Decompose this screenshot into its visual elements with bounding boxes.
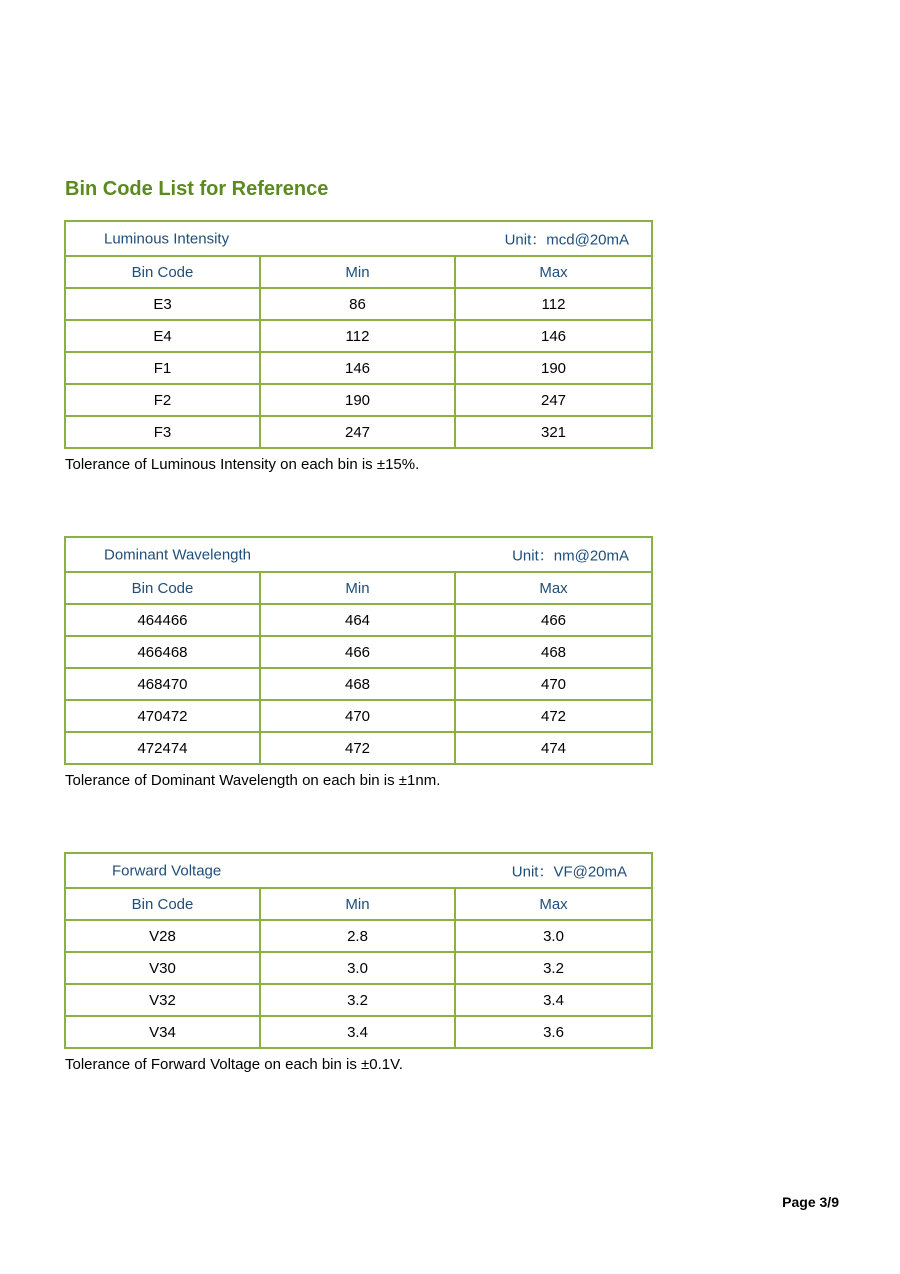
table-heading: Dominant Wavelength <box>104 546 252 563</box>
column-header-max: Max <box>455 572 652 604</box>
table-header-row <box>65 221 652 256</box>
bin-code-cell: 472474 <box>65 732 260 764</box>
forward-voltage-tolerance-note: Tolerance of Forward Voltage on each bin is ±0.1V. <box>65 1056 403 1073</box>
max-cell: 112 <box>455 288 652 320</box>
table-heading-cell <box>65 221 652 256</box>
table-unit: Unit：nm@20mA <box>512 547 630 564</box>
min-cell: 466 <box>260 636 455 668</box>
luminous-intensity-tolerance-note: Tolerance of Luminous Intensity on each bin is ±15%. <box>65 456 420 473</box>
column-header-bin-code: Bin Code <box>65 256 260 288</box>
table-row <box>65 920 652 952</box>
bin-code-cell: F3 <box>65 416 260 448</box>
min-cell: 112 <box>260 320 455 352</box>
max-cell: 3.2 <box>455 952 652 984</box>
table-row <box>65 952 652 984</box>
min-cell: 468 <box>260 668 455 700</box>
table-heading-cell <box>65 537 652 572</box>
page-title: Bin Code List for Reference <box>65 178 329 200</box>
min-cell: 146 <box>260 352 455 384</box>
table-header-row <box>65 853 652 888</box>
column-header-min: Min <box>260 572 455 604</box>
bin-code-cell: F2 <box>65 384 260 416</box>
min-cell: 472 <box>260 732 455 764</box>
bin-code-cell: 470472 <box>65 700 260 732</box>
bin-code-cell: F1 <box>65 352 260 384</box>
page-number: Page 3/9 <box>782 1194 839 1210</box>
bin-code-cell: E4 <box>65 320 260 352</box>
table-heading: Luminous Intensity <box>104 230 230 247</box>
max-cell: 474 <box>455 732 652 764</box>
column-header-bin-code: Bin Code <box>65 888 260 920</box>
table-heading-cell <box>65 853 652 888</box>
table-row <box>65 352 652 384</box>
min-cell: 470 <box>260 700 455 732</box>
luminous-intensity-table <box>64 220 653 449</box>
table-header-row <box>65 537 652 572</box>
bin-code-cell: V32 <box>65 984 260 1016</box>
table-row <box>65 384 652 416</box>
min-cell: 3.0 <box>260 952 455 984</box>
forward-voltage-table <box>64 852 653 1049</box>
max-cell: 472 <box>455 700 652 732</box>
max-cell: 3.6 <box>455 1016 652 1048</box>
bin-code-cell: 466468 <box>65 636 260 668</box>
min-cell: 3.2 <box>260 984 455 1016</box>
min-cell: 464 <box>260 604 455 636</box>
min-cell: 86 <box>260 288 455 320</box>
max-cell: 247 <box>455 384 652 416</box>
table-row <box>65 984 652 1016</box>
min-cell: 247 <box>260 416 455 448</box>
bin-code-cell: V30 <box>65 952 260 984</box>
dominant-wavelength-table <box>64 536 653 765</box>
table-row <box>65 288 652 320</box>
column-header-max: Max <box>455 888 652 920</box>
bin-code-cell: 468470 <box>65 668 260 700</box>
min-cell: 190 <box>260 384 455 416</box>
bin-code-cell: V34 <box>65 1016 260 1048</box>
column-header-row <box>65 256 652 288</box>
column-header-min: Min <box>260 256 455 288</box>
max-cell: 146 <box>455 320 652 352</box>
column-header-row <box>65 572 652 604</box>
table-heading: Forward Voltage <box>112 862 222 879</box>
table-row <box>65 416 652 448</box>
bin-code-cell: E3 <box>65 288 260 320</box>
table-row <box>65 636 652 668</box>
table-row <box>65 1016 652 1048</box>
table-row <box>65 668 652 700</box>
max-cell: 468 <box>455 636 652 668</box>
column-header-row <box>65 888 652 920</box>
max-cell: 321 <box>455 416 652 448</box>
table-row <box>65 732 652 764</box>
table-unit: Unit：VF@20mA <box>511 863 628 880</box>
max-cell: 470 <box>455 668 652 700</box>
max-cell: 466 <box>455 604 652 636</box>
max-cell: 3.0 <box>455 920 652 952</box>
table-row <box>65 320 652 352</box>
column-header-bin-code: Bin Code <box>65 572 260 604</box>
dominant-wavelength-tolerance-note: Tolerance of Dominant Wavelength on each bin is ±1nm. <box>65 772 441 789</box>
column-header-max: Max <box>455 256 652 288</box>
table-row <box>65 604 652 636</box>
bin-code-cell: 464466 <box>65 604 260 636</box>
min-cell: 2.8 <box>260 920 455 952</box>
max-cell: 3.4 <box>455 984 652 1016</box>
table-unit: Unit：mcd@20mA <box>504 231 630 248</box>
table-row <box>65 700 652 732</box>
min-cell: 3.4 <box>260 1016 455 1048</box>
bin-code-cell: V28 <box>65 920 260 952</box>
column-header-min: Min <box>260 888 455 920</box>
max-cell: 190 <box>455 352 652 384</box>
